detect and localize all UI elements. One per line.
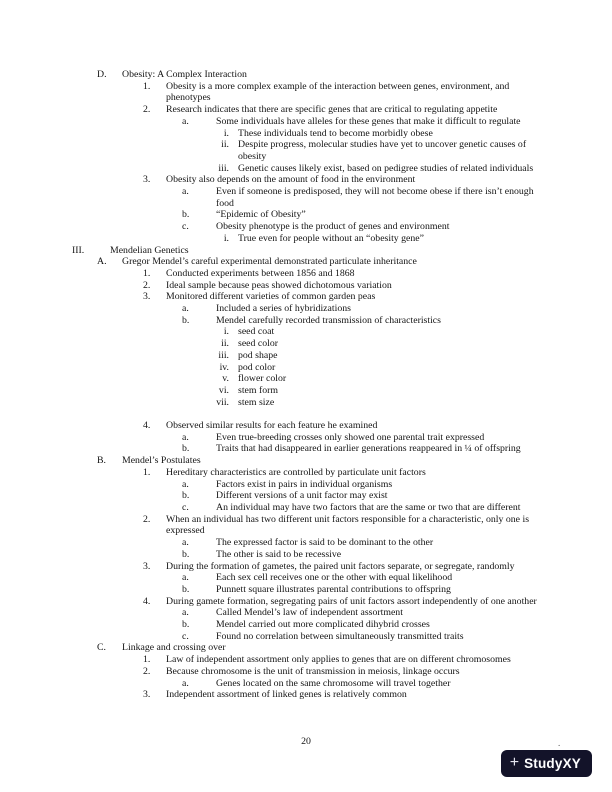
outline-marker: a. xyxy=(182,607,189,619)
outline-text: stem form xyxy=(238,384,278,396)
plus-icon: + xyxy=(509,753,520,771)
outline-marker: c. xyxy=(182,630,189,642)
outline-marker: vi. xyxy=(218,384,229,396)
outline-text: Traits that had disappeared in earlier generations reappeared in ¼ of offspring xyxy=(216,443,521,455)
outline-text: When an individual has two different unit factors responsible for a characteristic, only one is expressed xyxy=(166,513,530,537)
outline-item xyxy=(0,467,612,479)
outline-marker: i. xyxy=(223,232,229,244)
outline-item xyxy=(0,245,612,257)
outline-text: Obesity also depends on the amount of food in the environment xyxy=(166,174,416,186)
outline-text: Ideal sample because peas showed dichotomous variation xyxy=(166,279,392,291)
outline-item xyxy=(0,572,612,584)
outline-marker: iv. xyxy=(219,361,229,373)
outline-text: The other is said to be recessive xyxy=(216,548,342,560)
outline-item xyxy=(0,678,612,690)
outline-marker: a. xyxy=(182,572,189,584)
outline-text: An individual may have two factors that are the same or two that are different xyxy=(216,502,521,513)
outline-text: Obesity: A Complex Interaction xyxy=(122,69,247,80)
outline-item xyxy=(0,490,612,502)
outline-marker: ii. xyxy=(221,139,229,151)
outline-marker: C. xyxy=(97,642,106,654)
outline-item xyxy=(0,420,612,432)
outline-marker: a. xyxy=(182,431,189,443)
outline-marker: 1. xyxy=(143,654,151,666)
outline-marker: i. xyxy=(223,127,229,139)
outline-text: Linkage and crossing over xyxy=(122,642,226,654)
outline-item xyxy=(0,128,612,140)
outline-text: Called Mendel’s law of independent assortment xyxy=(216,607,403,619)
outline-item xyxy=(0,385,612,397)
outline-item xyxy=(0,537,612,549)
outline-item xyxy=(0,163,612,175)
page-number: 20 xyxy=(301,736,311,747)
outline-marker: 3. xyxy=(143,689,151,701)
outline-item xyxy=(0,268,612,280)
outline-marker: 3. xyxy=(143,560,151,572)
outline-text: Independent assortment of linked genes is relatively common xyxy=(166,689,407,701)
outline-item xyxy=(0,326,612,338)
outline-marker: D. xyxy=(97,69,107,80)
outline-text: Mendelian Genetics xyxy=(110,244,189,256)
outline-marker: b. xyxy=(182,548,190,560)
outline-marker: v. xyxy=(222,373,229,385)
outline-item xyxy=(0,350,612,362)
outline-item xyxy=(0,256,612,268)
outline-marker: a. xyxy=(182,478,189,490)
outline-text: Punnett square illustrates parental contributions to offspring xyxy=(216,583,451,595)
outline-text: Even true-breeding crosses only showed one parental trait expressed xyxy=(216,431,485,443)
page-footer xyxy=(0,731,612,749)
outline-text: Different versions of a unit factor may exist xyxy=(216,490,388,502)
outline-marker: 2. xyxy=(143,513,151,525)
outline-marker: 3. xyxy=(143,174,151,186)
outline-marker: 4. xyxy=(143,595,151,607)
outline-text: Monitored different varieties of common garden peas xyxy=(166,291,376,303)
outline-text: flower color xyxy=(238,373,287,385)
outline xyxy=(0,69,612,701)
outline-text: Research indicates that there are specific genes that are critical to regulating appetite xyxy=(166,104,498,116)
outline-text: Found no correlation between simultaneously transmitted traits xyxy=(216,630,464,642)
outline-text: Conducted experiments between 1856 and 1868 xyxy=(166,267,355,279)
outline-item xyxy=(0,280,612,292)
outline-marker: 1. xyxy=(143,267,151,279)
outline-item xyxy=(0,362,612,374)
outline-item xyxy=(0,596,612,608)
outline-marker: iii. xyxy=(218,162,229,174)
outline-item xyxy=(0,373,612,385)
outline-item xyxy=(0,619,612,631)
outline-item xyxy=(0,186,612,209)
outline-text: seed coat xyxy=(238,326,275,338)
outline-text: Some individuals have alleles for these genes that make it difficult to regulate xyxy=(216,115,521,127)
outline-text: Factors exist in pairs in individual organisms xyxy=(216,478,393,490)
brand-name-primary: Study xyxy=(524,755,563,771)
outline-text: Genetic causes likely exist, based on pedigree studies of related individuals xyxy=(238,162,534,174)
outline-marker: 2. xyxy=(143,279,151,291)
outline-text: seed color xyxy=(238,338,278,350)
outline-text: Included a series of hybridizations xyxy=(216,303,351,315)
outline-text: Each sex cell receives one or the other with equal likelihood xyxy=(216,572,453,584)
outline-marker: A. xyxy=(97,256,107,268)
outline-text: Even if someone is predisposed, they will not become obese if there isn’t enough food xyxy=(216,186,534,209)
outline-item xyxy=(0,338,612,350)
outline-marker: B. xyxy=(97,455,106,467)
outline-marker: III. xyxy=(72,244,85,256)
outline-marker: 2. xyxy=(143,104,151,116)
outline-marker: a. xyxy=(182,186,189,198)
outline-item xyxy=(0,561,612,573)
outline-spacer xyxy=(0,408,612,420)
outline-marker: b. xyxy=(182,209,190,221)
outline-marker: 1. xyxy=(143,80,151,92)
outline-item xyxy=(0,607,612,619)
outline-item xyxy=(0,291,612,303)
outline-marker: vii. xyxy=(216,396,229,408)
outline-item xyxy=(0,315,612,327)
outline-item xyxy=(0,221,612,233)
outline-item xyxy=(0,174,612,186)
outline-marker: ii. xyxy=(221,338,229,350)
outline-text: Hereditary characteristics are controlled by particulate unit factors xyxy=(166,466,426,478)
outline-marker: 3. xyxy=(143,291,151,303)
outline-text: Observed similar results for each feature he examined xyxy=(166,420,378,432)
brand-wordmark xyxy=(524,757,581,771)
outline-marker: 2. xyxy=(143,665,151,677)
outline-text: Obesity is a more complex example of the interaction between genes, environment, and phenotypes xyxy=(166,80,510,104)
brand-name-secondary: XY xyxy=(562,755,581,771)
outline-item xyxy=(0,631,612,643)
outline-item xyxy=(0,443,612,455)
footer-dot: . xyxy=(558,738,561,748)
outline-item xyxy=(0,432,612,444)
outline-text: During the formation of gametes, the paired unit factors separate, or segregate, randomly xyxy=(166,560,515,572)
outline-marker: a. xyxy=(182,677,189,689)
outline-item xyxy=(0,666,612,678)
outline-text: Gregor Mendel’s careful experimental demonstrated particulate inheritance xyxy=(122,256,417,268)
outline-marker: b. xyxy=(182,443,190,455)
outline-marker: b. xyxy=(182,619,190,631)
outline-item xyxy=(0,479,612,491)
outline-marker: a. xyxy=(182,303,189,315)
outline-marker: b. xyxy=(182,583,190,595)
outline-item xyxy=(0,233,612,245)
outline-item xyxy=(0,69,612,81)
outline-text: Law of independent assortment only applies to genes that are on different chromosomes xyxy=(166,654,511,666)
outline-item xyxy=(0,584,612,596)
outline-text: pod shape xyxy=(238,349,278,361)
outline-marker: c. xyxy=(182,221,189,233)
outline-item xyxy=(0,502,612,514)
outline-marker: c. xyxy=(182,502,189,513)
outline-text: True even for people without an “obesity gene” xyxy=(238,232,424,244)
outline-marker: 1. xyxy=(143,466,151,478)
outline-text: The expressed factor is said to be dominant to the other xyxy=(216,537,434,549)
outline-text: Despite progress, molecular studies have yet to uncover genetic causes of obesity xyxy=(238,139,527,162)
outline-marker: b. xyxy=(182,490,190,502)
outline-item xyxy=(0,654,612,666)
outline-marker: i. xyxy=(223,326,229,338)
outline-item xyxy=(0,514,612,537)
outline-item xyxy=(0,81,612,104)
outline-item xyxy=(0,303,612,315)
outline-item xyxy=(0,397,612,409)
outline-text: Mendel’s Postulates xyxy=(122,455,201,467)
outline-item xyxy=(0,116,612,128)
outline-text: Genes located on the same chromosome will travel together xyxy=(216,677,451,689)
outline-text: Mendel carried out more complicated dihybrid crosses xyxy=(216,619,430,631)
outline-item xyxy=(0,689,612,701)
outline-text: During gamete formation, segregating pairs of unit factors assort independently of one another xyxy=(166,595,537,607)
outline-marker: a. xyxy=(182,537,189,549)
outline-text: “Epidemic of Obesity” xyxy=(216,209,306,221)
outline-marker: b. xyxy=(182,314,190,326)
studyxy-badge[interactable] xyxy=(501,750,592,777)
outline-item xyxy=(0,139,612,162)
outline-text: These individuals tend to become morbidly obese xyxy=(238,127,433,139)
outline-item xyxy=(0,455,612,467)
outline-text: Because chromosome is the unit of transmission in meiosis, linkage occurs xyxy=(166,665,460,677)
outline-item xyxy=(0,209,612,221)
outline-marker: iii. xyxy=(218,349,229,361)
outline-marker: 4. xyxy=(143,420,151,432)
outline-text: Obesity phenotype is the product of genes and environment xyxy=(216,221,450,233)
outline-item xyxy=(0,104,612,116)
outline-item xyxy=(0,549,612,561)
outline-text: stem size xyxy=(238,396,275,408)
outline-marker: a. xyxy=(182,115,189,127)
outline-item xyxy=(0,642,612,654)
outline-text: pod color xyxy=(238,361,276,373)
outline-text: Mendel carefully recorded transmission of characteristics xyxy=(216,314,441,326)
